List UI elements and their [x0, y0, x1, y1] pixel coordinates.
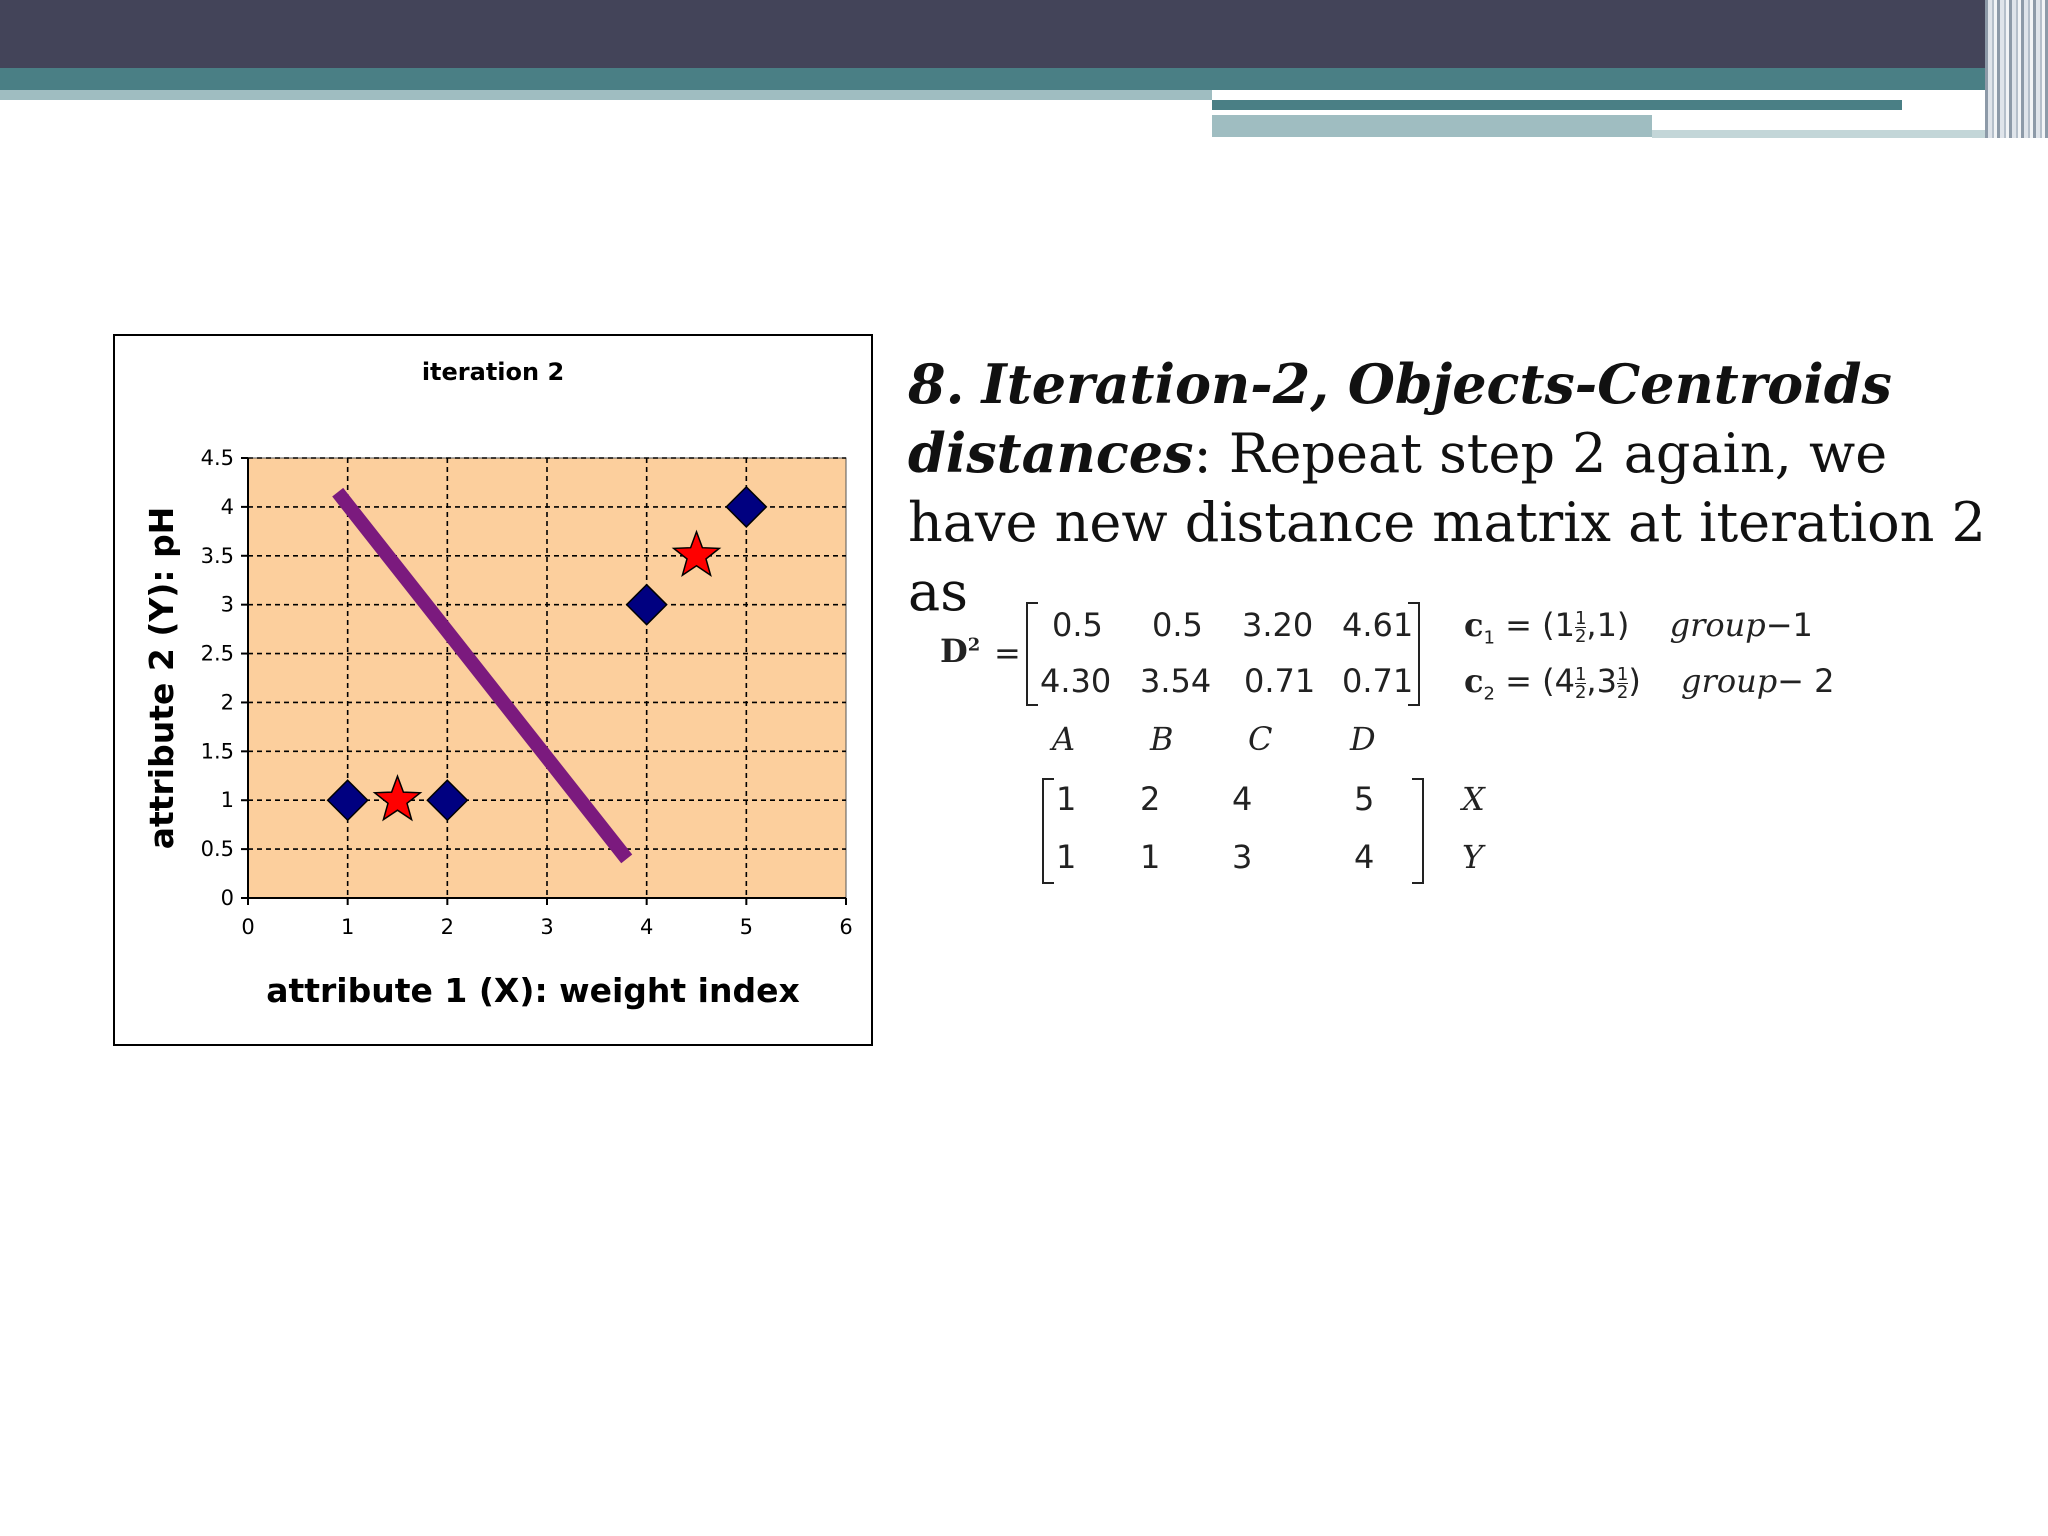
header-band-right-teal — [1212, 100, 1902, 110]
header-band-teal — [0, 68, 2048, 90]
d-row1-d: 4.61 — [1342, 606, 1414, 644]
obj-row2-a: 1 — [1056, 838, 1077, 876]
x-axis-label: attribute 1 (X): weight index — [266, 971, 800, 1010]
chart-title: iteration 2 — [421, 358, 565, 386]
y-tick-label: 4 — [220, 494, 234, 519]
heading-description: : Repeat step 2 again, we have new distance matrix at iteration 2 as — [908, 422, 1986, 623]
y-axis-label: attribute 2 (Y): pH — [142, 506, 181, 850]
col-label-a: A — [1052, 720, 1076, 758]
header-band-dark — [0, 0, 2048, 68]
d-exponent: 2 — [967, 634, 981, 656]
header-band-right-pale — [1652, 130, 2012, 138]
d-equals: = — [994, 634, 1021, 672]
x-tick-label: 3 — [540, 915, 554, 939]
slide-heading — [908, 350, 2018, 626]
obj-matrix-left-bracket — [1042, 778, 1054, 884]
obj-row2-b: 1 — [1140, 838, 1161, 876]
y-tick-label: 0.5 — [200, 837, 234, 862]
x-tick-label: 4 — [639, 915, 654, 939]
centroid-2: $c_2 = (4$ $\frac{1}{2}$ ,3 $\frac{1}{2}$ ) group− 2 — [1464, 662, 1835, 705]
header-stripes — [1985, 0, 2048, 138]
y-tick-label: 4.5 — [200, 446, 234, 470]
header-band-light — [0, 90, 1212, 100]
header-band-right-light — [1212, 115, 1652, 137]
scatter-chart — [115, 336, 871, 1044]
d-row2-b: 3.54 — [1140, 662, 1212, 700]
obj-row1-c: 4 — [1232, 780, 1253, 818]
d-row1-a: 0.5 — [1052, 606, 1103, 644]
col-label-c: C — [1248, 720, 1273, 758]
x-tick-label: 1 — [340, 915, 355, 939]
row-label-y: Y — [1462, 838, 1484, 876]
obj-row1-a: 1 — [1056, 780, 1077, 818]
y-tick-label: 3.5 — [200, 543, 234, 568]
y-tick-label: 3 — [220, 592, 234, 617]
centroid-1: $c_1 = (1$ $\frac{1}{2}$ ,1) group−1 — [1464, 606, 1813, 649]
obj-row2-d: 4 — [1354, 838, 1375, 876]
d-label: $D^2$ — [940, 632, 981, 670]
d-row1-b: 0.5 — [1152, 606, 1203, 644]
col-label-b: B — [1150, 720, 1174, 758]
obj-row1-d: 5 — [1354, 780, 1375, 818]
obj-matrix-right-bracket — [1412, 778, 1424, 884]
x-tick-label: 2 — [440, 915, 455, 939]
heading-bold-title: Iteration-2, Objects-Centroids distances — [908, 352, 1892, 485]
obj-row2-c: 3 — [1232, 838, 1253, 876]
heading-number: 8. — [908, 352, 965, 416]
col-label-d: D — [1350, 720, 1376, 758]
chart-frame — [113, 334, 873, 1046]
y-tick-label: 1.5 — [200, 739, 234, 764]
y-tick-label: 0 — [220, 886, 234, 910]
y-tick-label: 2.5 — [200, 641, 234, 666]
x-tick-label: 6 — [839, 915, 853, 939]
d-row2-d: 0.71 — [1342, 662, 1414, 700]
d-row2-c: 0.71 — [1244, 662, 1316, 700]
y-tick-label: 1 — [220, 788, 234, 813]
obj-row1-b: 2 — [1140, 780, 1161, 818]
x-tick-label: 0 — [241, 915, 255, 939]
y-tick-label: 2 — [220, 690, 234, 715]
x-tick-label: 5 — [739, 915, 754, 939]
d-row2-a: 4.30 — [1040, 662, 1112, 700]
d-row1-c: 3.20 — [1242, 606, 1314, 644]
matrix-left-bracket — [1026, 602, 1038, 706]
row-label-x: X — [1462, 780, 1485, 818]
